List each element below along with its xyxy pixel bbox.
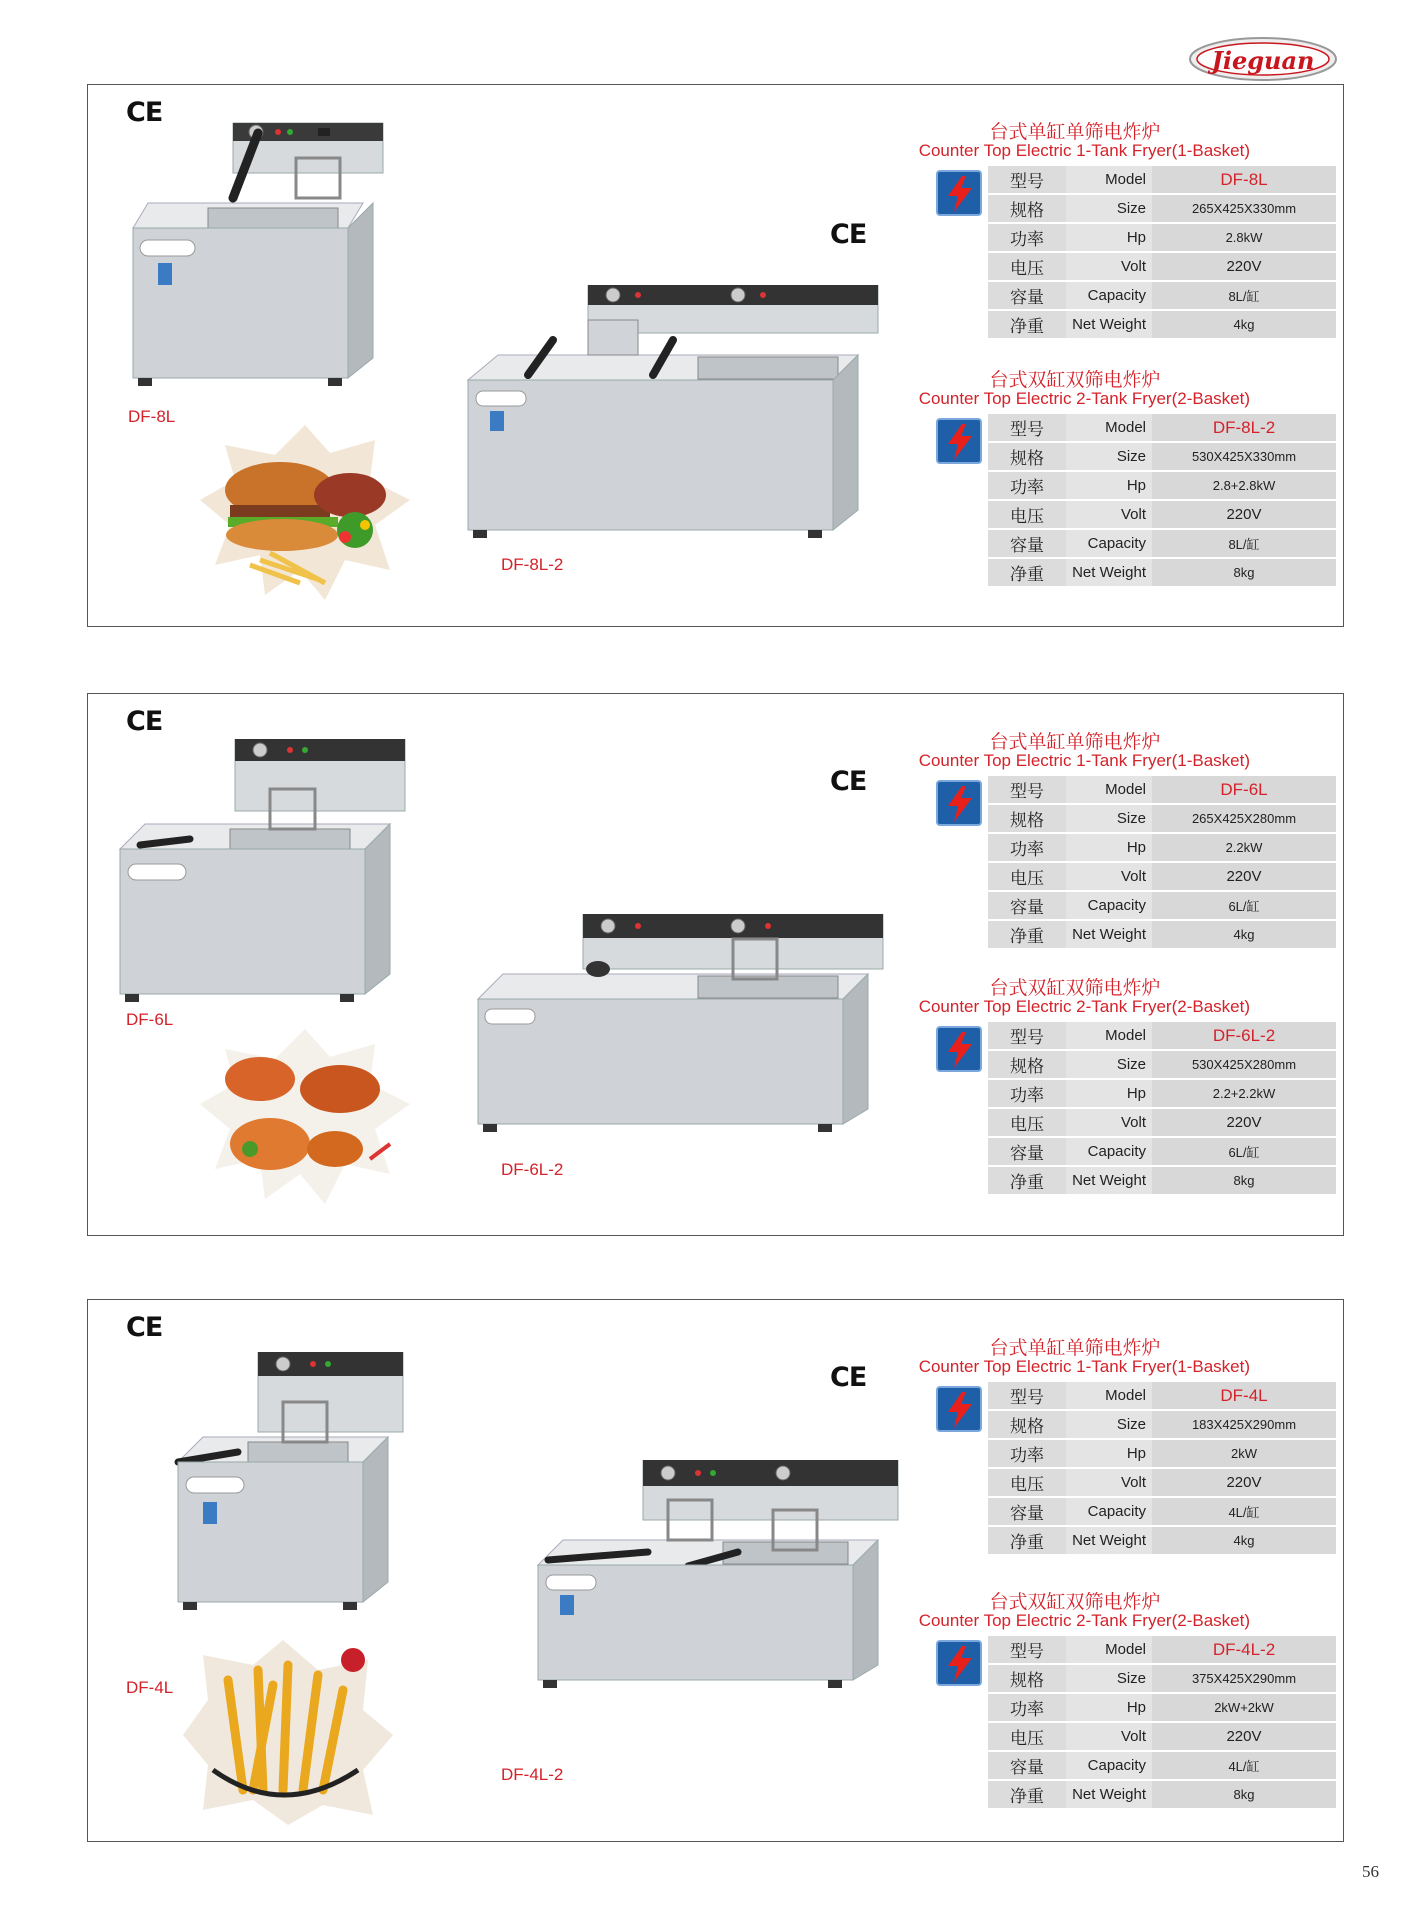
spec-value-volt: 220V bbox=[1152, 863, 1336, 890]
spec-label-cn: 净重 bbox=[988, 921, 1066, 948]
spec-row-capacity bbox=[988, 282, 1336, 309]
spec-value-power: 2.2+2.2kW bbox=[1152, 1080, 1336, 1107]
spec-value-capacity: 4L/缸 bbox=[1152, 1498, 1336, 1525]
spec-label-en: Net Weight bbox=[1066, 921, 1152, 948]
spec-label-en: Hp bbox=[1066, 472, 1152, 499]
spec-row-power bbox=[988, 472, 1336, 499]
spec-row-size bbox=[988, 1051, 1336, 1078]
spec-label-en: Volt bbox=[1066, 863, 1152, 890]
burger-and-fries-icon bbox=[200, 425, 410, 600]
lightning-bolt-icon bbox=[936, 1640, 982, 1686]
spec-table bbox=[988, 412, 1336, 588]
lightning-bolt-icon bbox=[936, 780, 982, 826]
spec-label-en: Capacity bbox=[1066, 282, 1152, 309]
spec-value-model: DF-6L bbox=[1152, 776, 1336, 803]
spec-label-en: Size bbox=[1066, 195, 1152, 222]
spec-value-power: 2.8kW bbox=[1152, 224, 1336, 251]
spec-label-cn: 型号 bbox=[988, 414, 1066, 441]
spec-value-model: DF-8L bbox=[1152, 166, 1336, 193]
ce-mark-icon: CE bbox=[126, 1312, 163, 1343]
spec-value-model: DF-4L-2 bbox=[1152, 1636, 1336, 1663]
ce-mark-icon: CE bbox=[830, 219, 867, 250]
spec-label-en: Size bbox=[1066, 1411, 1152, 1438]
spec-value-power: 2kW bbox=[1152, 1440, 1336, 1467]
spec-label-cn: 净重 bbox=[988, 1167, 1066, 1194]
spec-value-size: 183X425X290mm bbox=[1152, 1411, 1336, 1438]
spec-label-cn: 净重 bbox=[988, 1527, 1066, 1554]
spec-value-capacity: 6L/缸 bbox=[1152, 1138, 1336, 1165]
spec-label-cn: 功率 bbox=[988, 834, 1066, 861]
spec-title-cn: 台式单缸单筛电炸炉 bbox=[989, 121, 1161, 143]
spec-block-double bbox=[840, 369, 1297, 585]
spec-row-weight bbox=[988, 1527, 1336, 1554]
spec-value-weight: 8kg bbox=[1152, 1781, 1336, 1808]
spec-row-model bbox=[988, 776, 1336, 803]
spec-label-cn: 规格 bbox=[988, 1411, 1066, 1438]
double-model-label: DF-8L-2 bbox=[501, 555, 564, 574]
spec-label-en: Model bbox=[1066, 776, 1152, 803]
spec-value-capacity: 4L/缸 bbox=[1152, 1752, 1336, 1779]
spec-label-cn: 容量 bbox=[988, 892, 1066, 919]
spec-row-power bbox=[988, 834, 1336, 861]
spec-value-size: 265X425X330mm bbox=[1152, 195, 1336, 222]
spec-label-cn: 规格 bbox=[988, 805, 1066, 832]
spec-row-size bbox=[988, 1665, 1336, 1692]
spec-title-cn: 台式双缸双筛电炸炉 bbox=[989, 369, 1161, 391]
spec-label-en: Volt bbox=[1066, 1723, 1152, 1750]
spec-row-volt bbox=[988, 1109, 1336, 1136]
spec-title-en: Counter Top Electric 1-Tank Fryer(1-Basket) bbox=[918, 751, 1250, 770]
ce-mark-icon: CE bbox=[830, 1362, 867, 1393]
spec-label-en: Model bbox=[1066, 1022, 1152, 1049]
ce-mark-icon: CE bbox=[126, 706, 163, 737]
spec-label-en: Model bbox=[1066, 1382, 1152, 1409]
spec-block-double bbox=[840, 977, 1297, 1193]
spec-label-en: Capacity bbox=[1066, 1138, 1152, 1165]
spec-title-en: Counter Top Electric 2-Tank Fryer(2-Basket) bbox=[918, 389, 1250, 408]
spec-label-en: Volt bbox=[1066, 501, 1152, 528]
spec-label-en: Capacity bbox=[1066, 1752, 1152, 1779]
spec-value-size: 530X425X280mm bbox=[1152, 1051, 1336, 1078]
spec-row-weight bbox=[988, 921, 1336, 948]
spec-value-weight: 8kg bbox=[1152, 559, 1336, 586]
spec-label-cn: 净重 bbox=[988, 1781, 1066, 1808]
spec-label-cn: 净重 bbox=[988, 559, 1066, 586]
spec-label-en: Net Weight bbox=[1066, 1167, 1152, 1194]
spec-value-volt: 220V bbox=[1152, 1469, 1336, 1496]
spec-title-en: Counter Top Electric 2-Tank Fryer(2-Basket) bbox=[918, 997, 1250, 1016]
spec-value-size: 375X425X290mm bbox=[1152, 1665, 1336, 1692]
spec-title-en: Counter Top Electric 1-Tank Fryer(1-Basket) bbox=[918, 1357, 1250, 1376]
spec-row-size bbox=[988, 443, 1336, 470]
single-model-label: DF-4L bbox=[126, 1678, 174, 1697]
spec-title-cn: 台式单缸单筛电炸炉 bbox=[989, 731, 1161, 753]
spec-row-model bbox=[988, 414, 1336, 441]
spec-row-model bbox=[988, 1382, 1336, 1409]
spec-row-capacity bbox=[988, 530, 1336, 557]
spec-label-cn: 容量 bbox=[988, 1752, 1066, 1779]
spec-label-en: Volt bbox=[1066, 1109, 1152, 1136]
spec-label-en: Capacity bbox=[1066, 1498, 1152, 1525]
spec-label-cn: 规格 bbox=[988, 443, 1066, 470]
spec-label-cn: 电压 bbox=[988, 253, 1066, 280]
spec-label-en: Size bbox=[1066, 1665, 1152, 1692]
french-fries-icon bbox=[183, 1640, 393, 1825]
double-fryer-image bbox=[473, 914, 903, 1134]
spec-label-en: Hp bbox=[1066, 1080, 1152, 1107]
spec-value-model: DF-8L-2 bbox=[1152, 414, 1336, 441]
spec-label-en: Size bbox=[1066, 805, 1152, 832]
spec-label-en: Size bbox=[1066, 443, 1152, 470]
spec-label-en: Model bbox=[1066, 414, 1152, 441]
spec-label-cn: 容量 bbox=[988, 282, 1066, 309]
spec-row-model bbox=[988, 1022, 1336, 1049]
spec-row-capacity bbox=[988, 1752, 1336, 1779]
spec-value-capacity: 8L/缸 bbox=[1152, 282, 1336, 309]
spec-row-capacity bbox=[988, 1498, 1336, 1525]
spec-row-model bbox=[988, 166, 1336, 193]
spec-label-cn: 电压 bbox=[988, 1109, 1066, 1136]
spec-row-volt bbox=[988, 1723, 1336, 1750]
spec-value-size: 530X425X330mm bbox=[1152, 443, 1336, 470]
spec-row-weight bbox=[988, 311, 1336, 338]
spec-label-cn: 净重 bbox=[988, 311, 1066, 338]
spec-value-weight: 8kg bbox=[1152, 1167, 1336, 1194]
spec-label-en: Model bbox=[1066, 1636, 1152, 1663]
spec-table bbox=[988, 1020, 1336, 1196]
single-model-label: DF-8L bbox=[128, 407, 176, 426]
spec-label-cn: 规格 bbox=[988, 195, 1066, 222]
ce-mark-icon: CE bbox=[830, 766, 867, 797]
spec-value-weight: 4kg bbox=[1152, 921, 1336, 948]
spec-row-volt bbox=[988, 1469, 1336, 1496]
spec-label-cn: 容量 bbox=[988, 530, 1066, 557]
spec-row-power bbox=[988, 224, 1336, 251]
spec-value-model: DF-6L-2 bbox=[1152, 1022, 1336, 1049]
spec-label-en: Net Weight bbox=[1066, 1527, 1152, 1554]
spec-label-en: Model bbox=[1066, 166, 1152, 193]
spec-label-cn: 电压 bbox=[988, 1723, 1066, 1750]
spec-table bbox=[988, 1380, 1336, 1556]
spec-row-volt bbox=[988, 253, 1336, 280]
spec-label-cn: 电压 bbox=[988, 1469, 1066, 1496]
brand-logo-text: Jieguan bbox=[1211, 46, 1315, 75]
spec-row-weight bbox=[988, 1167, 1336, 1194]
spec-row-size bbox=[988, 805, 1336, 832]
spec-value-capacity: 6L/缸 bbox=[1152, 892, 1336, 919]
lightning-bolt-icon bbox=[936, 1386, 982, 1432]
spec-label-en: Capacity bbox=[1066, 892, 1152, 919]
lightning-bolt-icon bbox=[936, 170, 982, 216]
spec-table bbox=[988, 164, 1336, 340]
spec-value-power: 2kW+2kW bbox=[1152, 1694, 1336, 1721]
lightning-bolt-icon bbox=[936, 418, 982, 464]
spec-row-capacity bbox=[988, 892, 1336, 919]
spec-label-cn: 电压 bbox=[988, 863, 1066, 890]
spec-label-en: Hp bbox=[1066, 1694, 1152, 1721]
spec-title-cn: 台式双缸双筛电炸炉 bbox=[989, 1591, 1161, 1613]
spec-label-cn: 功率 bbox=[988, 1440, 1066, 1467]
double-fryer-image bbox=[458, 285, 888, 545]
ce-mark-icon: CE bbox=[126, 97, 163, 128]
spec-row-weight bbox=[988, 559, 1336, 586]
spec-label-en: Capacity bbox=[1066, 530, 1152, 557]
spec-label-en: Volt bbox=[1066, 253, 1152, 280]
spec-row-volt bbox=[988, 501, 1336, 528]
spec-label-en: Hp bbox=[1066, 1440, 1152, 1467]
spec-label-en: Hp bbox=[1066, 834, 1152, 861]
spec-row-volt bbox=[988, 863, 1336, 890]
spec-label-cn: 功率 bbox=[988, 472, 1066, 499]
spec-value-volt: 220V bbox=[1152, 1723, 1336, 1750]
spec-title-en: Counter Top Electric 2-Tank Fryer(2-Basket) bbox=[918, 1611, 1250, 1630]
spec-label-en: Net Weight bbox=[1066, 559, 1152, 586]
spec-row-power bbox=[988, 1080, 1336, 1107]
spec-title-en: Counter Top Electric 1-Tank Fryer(1-Basket) bbox=[918, 141, 1250, 160]
spec-value-size: 265X425X280mm bbox=[1152, 805, 1336, 832]
page-number: 56 bbox=[1362, 1862, 1379, 1881]
spec-row-size bbox=[988, 195, 1336, 222]
double-fryer-image bbox=[528, 1460, 908, 1690]
single-fryer-image bbox=[110, 739, 420, 1009]
double-model-label: DF-6L-2 bbox=[501, 1160, 564, 1179]
spec-value-power: 2.8+2.8kW bbox=[1152, 472, 1336, 499]
spec-label-en: Size bbox=[1066, 1051, 1152, 1078]
spec-label-cn: 型号 bbox=[988, 1022, 1066, 1049]
spec-value-power: 2.2kW bbox=[1152, 834, 1336, 861]
spec-table bbox=[988, 774, 1336, 950]
spec-value-model: DF-4L bbox=[1152, 1382, 1336, 1409]
spec-value-capacity: 8L/缸 bbox=[1152, 530, 1336, 557]
spec-title-cn: 台式单缸单筛电炸炉 bbox=[989, 1337, 1161, 1359]
lightning-bolt-icon bbox=[936, 1026, 982, 1072]
spec-title-cn: 台式双缸双筛电炸炉 bbox=[989, 977, 1161, 999]
spec-table bbox=[988, 1634, 1336, 1810]
spec-label-cn: 规格 bbox=[988, 1665, 1066, 1692]
spec-label-cn: 型号 bbox=[988, 776, 1066, 803]
spec-label-cn: 功率 bbox=[988, 1080, 1066, 1107]
spec-label-cn: 容量 bbox=[988, 1138, 1066, 1165]
single-model-label: DF-6L bbox=[126, 1010, 174, 1029]
spec-label-cn: 规格 bbox=[988, 1051, 1066, 1078]
fried-chicken-icon bbox=[200, 1029, 410, 1204]
spec-label-cn: 型号 bbox=[988, 1382, 1066, 1409]
spec-row-power bbox=[988, 1694, 1336, 1721]
spec-row-power bbox=[988, 1440, 1336, 1467]
spec-row-capacity bbox=[988, 1138, 1336, 1165]
spec-row-weight bbox=[988, 1781, 1336, 1808]
spec-label-en: Net Weight bbox=[1066, 311, 1152, 338]
spec-label-cn: 功率 bbox=[988, 224, 1066, 251]
spec-value-volt: 220V bbox=[1152, 1109, 1336, 1136]
spec-value-weight: 4kg bbox=[1152, 311, 1336, 338]
spec-value-volt: 220V bbox=[1152, 501, 1336, 528]
spec-label-en: Volt bbox=[1066, 1469, 1152, 1496]
spec-label-en: Net Weight bbox=[1066, 1781, 1152, 1808]
spec-label-cn: 型号 bbox=[988, 166, 1066, 193]
spec-block-double bbox=[840, 1591, 1297, 1807]
spec-label-cn: 容量 bbox=[988, 1498, 1066, 1525]
single-fryer-image bbox=[148, 1352, 428, 1622]
spec-label-en: Hp bbox=[1066, 224, 1152, 251]
spec-label-cn: 功率 bbox=[988, 1694, 1066, 1721]
spec-value-weight: 4kg bbox=[1152, 1527, 1336, 1554]
spec-value-volt: 220V bbox=[1152, 253, 1336, 280]
spec-label-cn: 型号 bbox=[988, 1636, 1066, 1663]
spec-row-size bbox=[988, 1411, 1336, 1438]
spec-row-model bbox=[988, 1636, 1336, 1663]
spec-label-cn: 电压 bbox=[988, 501, 1066, 528]
double-model-label: DF-4L-2 bbox=[501, 1765, 564, 1784]
single-fryer-image bbox=[118, 103, 418, 393]
